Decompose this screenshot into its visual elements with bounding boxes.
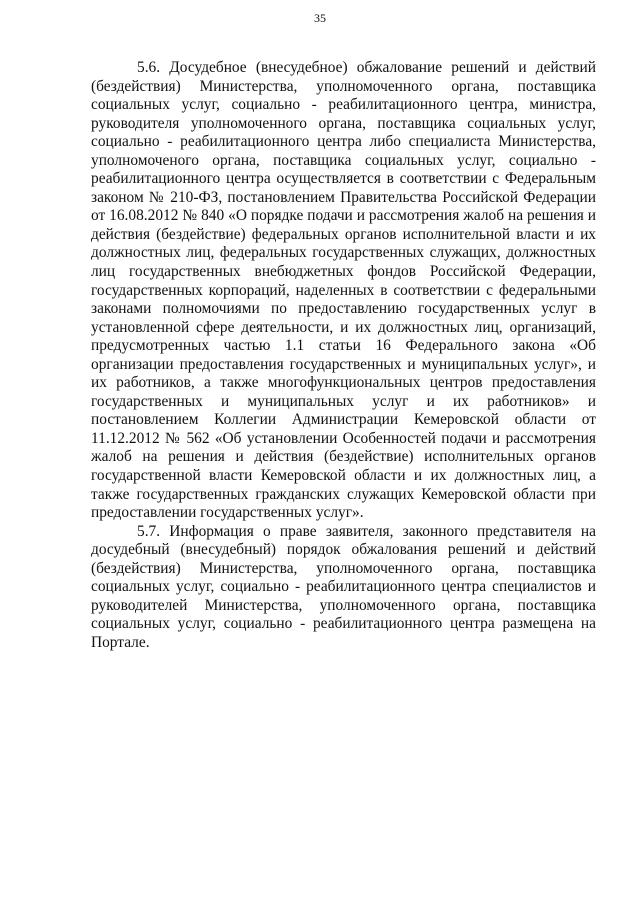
page-number: 35 <box>314 11 326 25</box>
paragraph-5-6: 5.6. Досудебное (внесудебное) обжалование решений и действий (бездействия) Министерства, уполномоченного органа, поставщика социальных услуг, социально - реабилитационного центра, министра, руководителя уполномоченного органа, поставщика социальных услуг, социально - реабилитационного центра либо специалиста Министерства, уполномоченого органа, поставщика социальных услуг, социально - реабилитационного центра осуществляется в соответствии с Федеральным законом № 210-ФЗ, постановлением Правительства Российской Федерации от 16.08.2012 № 840 «О порядке подачи и рассмотрения жалоб на решения и действия (бездействие) федеральных органов исполнительной власти и их должностных лиц, федеральных государственных служащих, должностных лиц государственных внебюджетных фондов Российской Федерации, государственных корпораций, наделенных в соответствии с федеральными законами полномочиями по предоставлению государственных услуг в установленной сфере деятельности, и их должностных лиц, организаций, предусмотренных частью 1.1 статьи 16 Федерального закона «Об организации предоставления государственных и муниципальных услуг», и их работников, а также многофункциональных центров предоставления государственных и муниципальных услуг и их работников» и постановлением Коллегии Администрации Кемеровской области от 11.12.2012 № 562 «Об установлении Особенностей подачи и рассмотрения жалоб на решения и действия (бездействие) исполнительных органов государственной власти Кемеровской области и их должностных лиц, а также государственных гражданских служащих Кемеровской области при предоставлении государственных услуг». <box>91 59 596 522</box>
paragraph-5-7: 5.7. Информация о праве заявителя, законного представителя на досудебный (внесудебный) порядок обжалования решений и действий (бездействия) Министерства, уполномоченного органа, поставщика социальных услуг, социально - реабилитационного центра специалистов и руководителей Министерства, уполномоченного органа, поставщика социальных услуг, социально - реабилитационного центра размещена на Портале. <box>91 522 596 651</box>
document-body <box>91 59 596 653</box>
